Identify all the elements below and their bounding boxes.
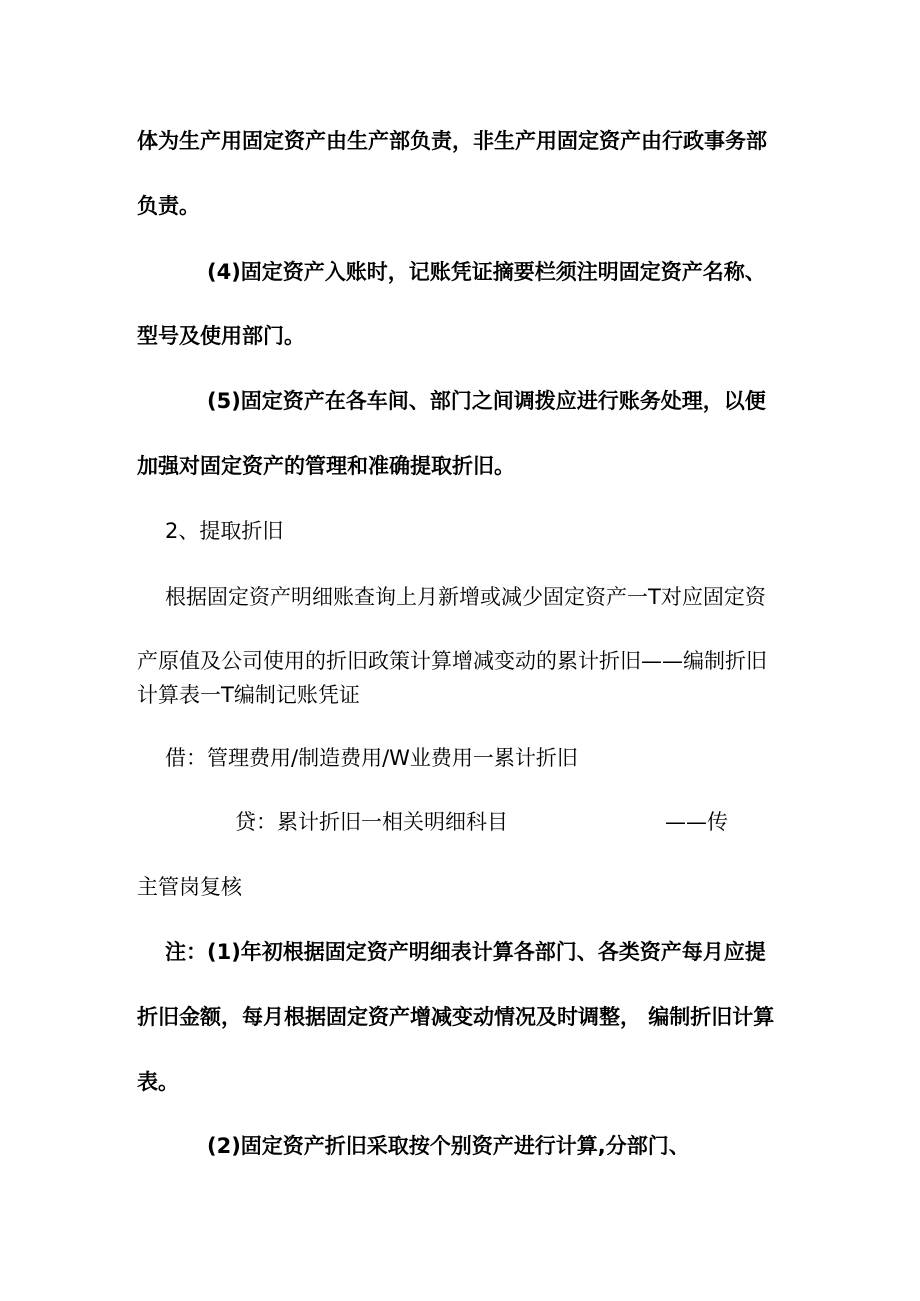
section-heading: 2、提取折旧	[165, 519, 284, 543]
paragraph-line-1: 体为生产用固定资产由生产部负责，非生产用固定资产由行政事务部	[137, 129, 767, 153]
paragraph-line-4: 型号及使用部门。	[137, 324, 305, 348]
paragraph-line-3: (4)固定资产入账时，记账凭证摘要栏须注明固定资产名称、	[207, 260, 766, 284]
note-line-1: 注：(1)年初根据固定资产明细表计算各部门、各类资产每月应提	[165, 940, 766, 964]
paragraph-line-10: 计算表一T编制记账凭证	[137, 683, 360, 707]
note-line-4: (2)固定资产折旧采取按个别资产进行计算,分部门、	[207, 1134, 690, 1158]
debit-entry: 借：管理费用/制造费用/W业费用一累计折旧	[165, 746, 578, 770]
paragraph-line-2: 负责。	[137, 194, 200, 218]
credit-entry: 贷：累计折旧一相关明细科目	[235, 810, 508, 834]
note-line-2: 折旧金额，每月根据固定资产增减变动情况及时调整， 编制折旧计算	[137, 1005, 775, 1029]
paragraph-line-9: 产原值及公司使用的折旧政策计算增减变动的累计折旧——编制折旧	[137, 649, 767, 673]
credit-entry-suffix: ——传	[665, 810, 728, 834]
note-line-3: 表。	[137, 1070, 179, 1094]
paragraph-line-5: (5)固定资产在各车间、部门之间调拨应进行账务处理，以便	[207, 389, 766, 413]
paragraph-line-6: 加强对固定资产的管理和准确提取折旧。	[137, 454, 515, 478]
paragraph-line-14: 主管岗复核	[137, 875, 242, 899]
paragraph-line-8: 根据固定资产明细账查询上月新增或减少固定资产一T对应固定资	[165, 585, 766, 609]
